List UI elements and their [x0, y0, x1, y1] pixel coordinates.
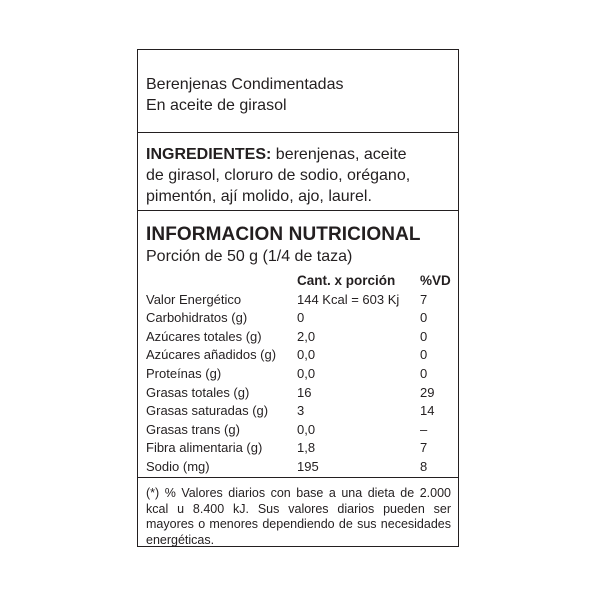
nutrient-vd: 7 — [420, 291, 428, 307]
nutrient-amount: 16 — [297, 384, 312, 400]
ingredients-text-line2: de girasol, cloruro de sodio, orégano, — [146, 167, 411, 184]
column-header-vd: %VD — [420, 273, 451, 288]
table-row — [146, 291, 456, 310]
nutrient-label: Carbohidratos (g) — [146, 310, 248, 326]
table-row — [146, 365, 456, 384]
ingredients-heading: INGREDIENTES: — [146, 146, 272, 163]
nutrient-label: Fibra alimentaria (g) — [146, 440, 263, 456]
nutrient-vd: 29 — [420, 384, 435, 400]
divider — [138, 132, 458, 133]
nutrient-vd: 7 — [420, 440, 428, 456]
ingredients-text-line1: berenjenas, aceite — [275, 146, 407, 163]
nutrient-vd: 8 — [420, 458, 428, 474]
nutrient-amount: 1,8 — [297, 440, 316, 456]
table-row — [146, 384, 456, 403]
divider — [138, 477, 458, 478]
nutrient-label: Sodio (mg) — [146, 458, 210, 474]
nutrient-vd: 0 — [420, 310, 428, 326]
nutrient-amount: 0 — [297, 310, 305, 326]
nutrient-label: Azúcares totales (g) — [146, 328, 262, 344]
footnote: (*) % Valores diarios con base a una dieta de 2.000 kcal u 8.400 kJ. Sus valores diarios pueden ser mayores o menores dependiendo de sus necesidades energéticas. — [146, 486, 451, 547]
nutrient-amount: 0,0 — [297, 421, 316, 437]
portion-size: Porción de 50 g (1/4 de taza) — [146, 248, 353, 265]
nutrient-amount: 0,0 — [297, 365, 316, 381]
product-block — [146, 74, 343, 116]
nutrient-vd: 14 — [420, 403, 435, 419]
nutrient-amount: 2,0 — [297, 328, 316, 344]
nutrient-label: Grasas totales (g) — [146, 384, 250, 400]
table-row — [146, 458, 456, 477]
nutrient-amount: 0,0 — [297, 347, 316, 363]
table-header-row — [146, 272, 456, 291]
nutrient-label: Proteínas (g) — [146, 365, 222, 381]
nutrient-label: Azúcares añadidos (g) — [146, 347, 277, 363]
nutrient-label: Grasas trans (g) — [146, 421, 240, 437]
table-row — [146, 402, 456, 421]
table-row — [146, 309, 456, 328]
divider — [138, 210, 458, 211]
ingredients-text-line3: pimentón, ají molido, ajo, laurel. — [146, 188, 372, 205]
nutrient-amount: 195 — [297, 458, 319, 474]
nutrient-label: Valor Energético — [146, 291, 242, 307]
nutrition-table — [146, 272, 456, 477]
table-row — [146, 328, 456, 347]
nutrition-label — [137, 49, 459, 547]
nutrient-vd: – — [420, 421, 428, 437]
nutrient-vd: 0 — [420, 347, 428, 363]
nutrient-amount: 144 Kcal = 603 Kj — [297, 291, 400, 307]
product-variant: En aceite de girasol — [146, 97, 287, 114]
nutrient-amount: 3 — [297, 403, 305, 419]
product-name: Berenjenas Condimentadas — [146, 76, 344, 93]
column-header-amount: Cant. x porción — [297, 273, 396, 288]
ingredients-block — [146, 144, 446, 207]
table-row — [146, 421, 456, 440]
nutrient-vd: 0 — [420, 365, 428, 381]
nutrient-vd: 0 — [420, 328, 428, 344]
nutrient-label: Grasas saturadas (g) — [146, 403, 269, 419]
table-row — [146, 346, 456, 365]
nutrition-title: INFORMACION NUTRICIONAL — [146, 224, 421, 245]
table-row — [146, 439, 456, 458]
